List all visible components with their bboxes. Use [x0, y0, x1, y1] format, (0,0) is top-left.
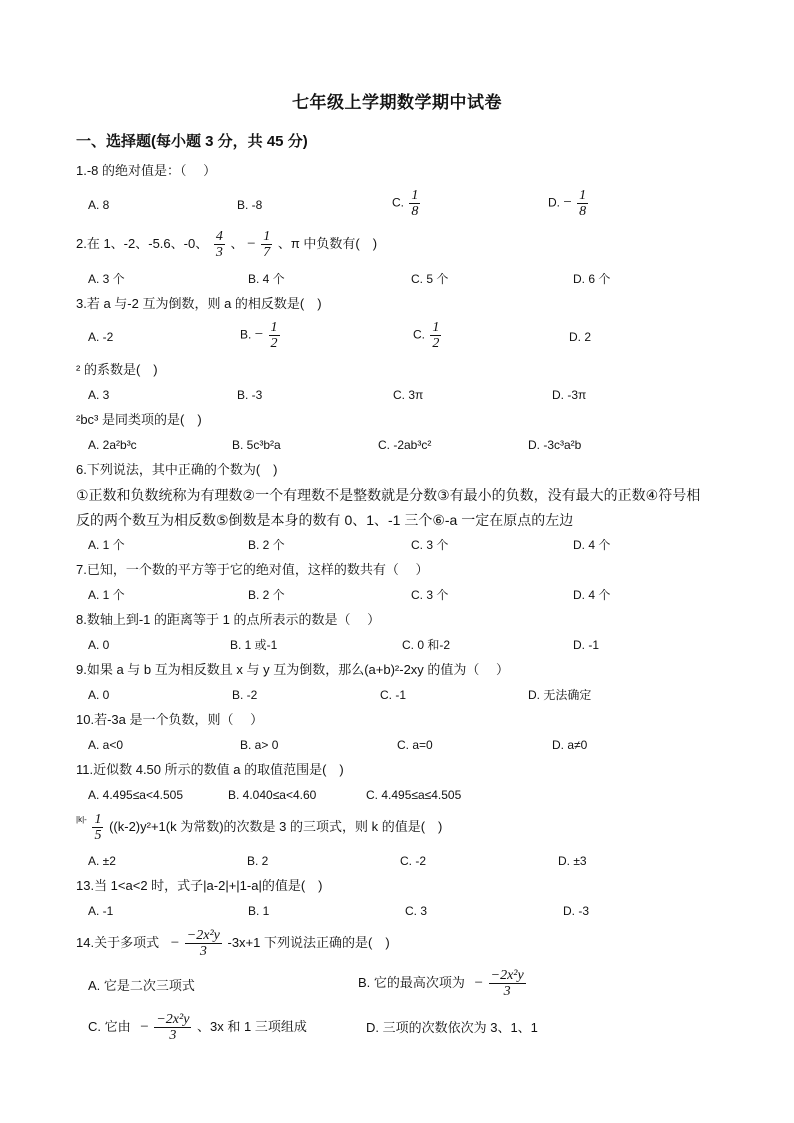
q1-option-c: C. $\frac{1}{8}$ [392, 188, 419, 219]
q7-option-b: B. 2 个 [248, 588, 285, 602]
question-14: 14.关于多项式 − $\frac{\text{−2x²y}}{3}$ -3x+1 下列说法正确的是( ) [76, 928, 390, 959]
question-6: 6.下列说法，其中正确的个数为( ) [76, 462, 278, 477]
q5-option-b: B. 5c³b²a [232, 438, 281, 452]
question-5: ²bc³ 是同类项的是( ) [76, 412, 202, 427]
q8-option-b: B. 1 或-1 [230, 638, 278, 652]
q12-option-a: A. ±2 [88, 854, 116, 868]
q6-statements-line-2: 反的两个数互为相反数⑤倒数是本身的数有 0、1、-1 三个⑥-a 一定在原点的左边 [76, 512, 574, 528]
q13-option-b: B. 1 [248, 904, 270, 918]
page-title: 七年级上学期数学期中试卷 [292, 93, 502, 112]
fraction: $\frac{1}{2}$ [432, 320, 440, 351]
q5-option-d: D. -3c³a²b [528, 438, 582, 452]
q11-option-a: A. 4.495≤a<4.505 [88, 788, 183, 802]
fraction: $\frac{1}{8}$ [579, 188, 587, 219]
q13-option-c: C. 3 [405, 904, 428, 918]
q8-option-a: A. 0 [88, 638, 110, 652]
q1-option-d: D. − $\frac{1}{8}$ [548, 188, 587, 219]
question-7: 7.已知，一个数的平方等于它的绝对值，这样的数共有（ ） [76, 562, 429, 577]
q13-option-d: D. -3 [563, 904, 590, 918]
fraction: $\frac{1}{8}$ [411, 188, 419, 219]
q9-option-b: B. -2 [232, 688, 258, 702]
q3-option-a: A. -2 [88, 330, 114, 344]
q8-option-c: C. 0 和-2 [402, 638, 451, 652]
question-11: 11.近似数 4.50 所示的数值 a 的取值范围是( ) [76, 762, 344, 777]
question-9: 9.如果 a 与 b 互为相反数且 x 与 y 互为倒数，那么(a+b)²-2xy 的值为（ ） [76, 662, 510, 677]
fraction: $\frac{\text{−2x²y}}{3}$ [186, 928, 220, 959]
q2-option-d: D. 6 个 [573, 272, 611, 286]
q14-option-a: A. 它是二次三项式 [88, 978, 195, 993]
q12-option-b: B. 2 [247, 854, 269, 868]
q8-option-d: D. -1 [573, 638, 600, 652]
fraction: $\frac{1}{2}$ [270, 320, 278, 351]
q10-option-c: C. a=0 [397, 738, 433, 752]
question-1: 1.-8 的绝对值是：（ ） [76, 163, 217, 178]
q2-option-b: B. 4 个 [248, 272, 285, 286]
fraction: $\frac{4}{3}$ [215, 229, 223, 260]
q5-option-a: A. 2a²b³c [88, 438, 137, 452]
q7-option-c: C. 3 个 [411, 588, 449, 602]
q12-option-c: C. -2 [400, 854, 427, 868]
question-10: 10.若-3a 是一个负数，则（ ） [76, 712, 264, 727]
q4-option-a: A. 3 [88, 388, 110, 402]
question-4: ² 的系数是( ) [76, 362, 158, 377]
q6-option-b: B. 2 个 [248, 538, 285, 552]
q11-option-c: C. 4.495≤a≤4.505 [366, 788, 462, 802]
q10-option-a: A. a<0 [88, 738, 124, 752]
q7-option-a: A. 1 个 [88, 588, 125, 602]
q6-option-a: A. 1 个 [88, 538, 125, 552]
q3-option-c: C. $\frac{1}{2}$ [413, 320, 440, 351]
q6-statements-line-1: ①正数和负数统称为有理数②一个有理数不是整数就是分数③有最小的负数，没有最大的正数④符号相 [76, 487, 701, 503]
q2-option-a: A. 3 个 [88, 272, 125, 286]
q11-option-b: B. 4.040≤a<4.60 [228, 788, 317, 802]
fraction: $\frac{1}{7}$ [263, 229, 271, 260]
question-13: 13.当 1<a<2 时，式子|a-2|+|1-a|的值是( ) [76, 878, 323, 893]
q9-option-c: C. -1 [380, 688, 407, 702]
q5-option-c: C. -2ab³c² [378, 438, 432, 452]
question-3: 3.若 a 与-2 互为倒数，则 a 的相反数是( ) [76, 296, 322, 311]
q4-option-d: D. -3π [552, 388, 587, 402]
section-heading: 一、选择题(每小题 3 分，共 45 分) [76, 133, 308, 150]
q4-option-b: B. -3 [237, 388, 263, 402]
q3-option-d: D. 2 [569, 330, 592, 344]
q1-option-b: B. -8 [237, 198, 263, 212]
q6-option-c: C. 3 个 [411, 538, 449, 552]
q12-option-d: D. ±3 [558, 854, 587, 868]
q14-option-c: C. 它由 − $\frac{\text{−2x²y}}{3}$ 、3x 和 1 三项组成 [88, 1012, 307, 1043]
q1-option-a: A. 8 [88, 198, 110, 212]
q10-option-d: D. a≠0 [552, 738, 588, 752]
q14-option-b: B. 它的最高次项为 − $\frac{\text{−2x²y}}{3}$ [358, 968, 524, 999]
fraction: $\frac{1}{5}$ [94, 812, 102, 843]
q13-option-a: A. -1 [88, 904, 114, 918]
fraction: $\frac{\text{−2x²y}}{3}$ [156, 1012, 190, 1043]
question-2: 2.在 1、-2、-5.6、-0、 $\frac{4}{3}$ 、 − $\frac{1}{7}$ 、π 中负数有( ) [76, 229, 378, 260]
q10-option-b: B. a> 0 [240, 738, 279, 752]
q9-option-d: D. 无法确定 [528, 688, 592, 702]
q4-option-c: C. 3π [393, 388, 424, 402]
q14-option-d: D. 三项的次数依次为 3、1、1 [366, 1020, 538, 1035]
q9-option-a: A. 0 [88, 688, 110, 702]
fraction: $\frac{\text{−2x²y}}{3}$ [490, 968, 524, 999]
question-8: 8.数轴上到-1 的距离等于 1 的点所表示的数是（ ） [76, 612, 381, 627]
question-12: $^{|k|-}$ $\frac{1}{5}$ ((k-2)y²+1(k 为常数)的次数是 3 的三项式，则 k 的值是( ) [76, 812, 443, 843]
q2-option-c: C. 5 个 [411, 272, 449, 286]
q7-option-d: D. 4 个 [573, 588, 611, 602]
q3-option-b: B. − $\frac{1}{2}$ [240, 320, 278, 351]
q6-option-d: D. 4 个 [573, 538, 611, 552]
